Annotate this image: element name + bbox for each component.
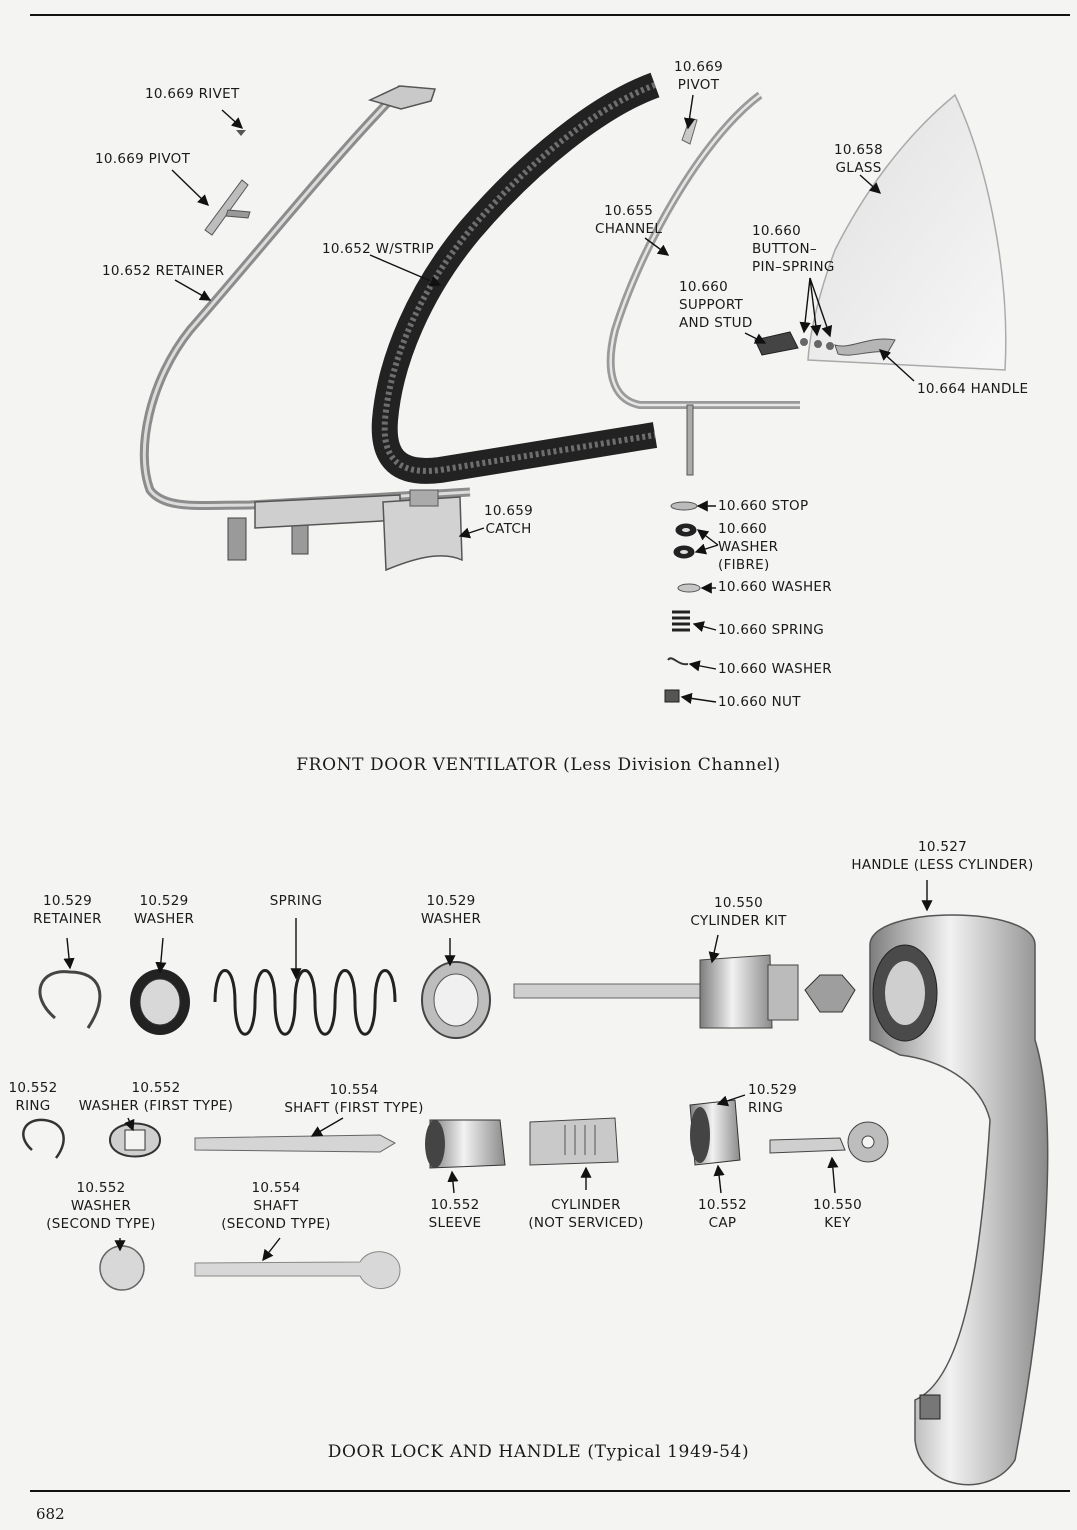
label-ring-552: 10.552 RING <box>8 1080 58 1114</box>
label-lock-spring: SPRING <box>269 893 323 909</box>
label-cap: 10.552 CAP <box>697 1197 748 1231</box>
label-washer-1: 10.660 WASHER <box>718 579 832 595</box>
label-ring-529: 10.529 RING <box>748 1082 798 1116</box>
label-handle: 10.664 HANDLE <box>917 381 1029 397</box>
label-retainer: 10.652 RETAINER <box>102 263 225 279</box>
label-pivot-left: 10.669 PIVOT <box>95 151 191 167</box>
ventilator-glass <box>808 95 1006 370</box>
label-shaft-second-type: 10.554 SHAFT (SECOND TYPE) <box>221 1180 331 1232</box>
label-washer-fibre: 10.660 WASHER (FIBRE) <box>718 521 779 573</box>
lock-cap <box>690 1100 740 1165</box>
label-spring: 10.660 SPRING <box>718 622 825 638</box>
ventilator-pivot-small <box>205 180 250 235</box>
ventilator-catch <box>383 490 462 570</box>
lock-cylinder-kit <box>514 955 855 1028</box>
lock-cylinder <box>530 1118 618 1165</box>
lock-washer-second-type <box>100 1246 144 1290</box>
label-shaft-first-type: 10.554 SHAFT (FIRST TYPE) <box>284 1082 424 1116</box>
label-lock-retainer: 10.529 RETAINER <box>33 893 102 927</box>
label-washer-first-type: 10.552 WASHER (FIRST TYPE) <box>78 1080 234 1114</box>
lock-shaft-first-type <box>195 1135 395 1152</box>
label-channel: 10.655 CHANNEL <box>595 203 663 237</box>
door-lock-caption-main: DOOR LOCK AND HANDLE <box>327 1442 582 1462</box>
label-cylinder: CYLINDER (NOT SERVICED) <box>528 1197 644 1231</box>
ventilator-rivet <box>236 130 246 136</box>
door-lock-caption <box>0 1442 1077 1462</box>
label-wstrip: 10.652 W/STRIP <box>322 241 434 257</box>
label-support-stud: 10.660 SUPPORT AND STUD <box>679 279 753 331</box>
lock-shaft-second-type <box>195 1252 400 1289</box>
label-catch: 10.659 CATCH <box>484 503 534 537</box>
label-nut: 10.660 NUT <box>718 694 801 710</box>
label-cylinder-kit: 10.550 CYLINDER KIT <box>690 895 787 929</box>
lock-key <box>770 1122 888 1162</box>
label-washer-second-type: 10.552 WASHER (SECOND TYPE) <box>46 1180 156 1232</box>
label-glass: 10.658 GLASS <box>834 142 884 176</box>
label-washer-2: 10.660 WASHER <box>718 661 832 677</box>
label-lock-washer-b: 10.529 WASHER <box>420 893 482 927</box>
lock-sleeve <box>425 1120 505 1168</box>
lock-washer-529-b <box>422 962 490 1038</box>
label-lock-washer-a: 10.529 WASHER <box>133 893 195 927</box>
label-stop: 10.660 STOP <box>718 498 809 514</box>
lock-washer-529-a <box>130 969 190 1035</box>
label-lock-handle: 10.527 HANDLE (LESS CYLINDER) <box>851 839 1034 873</box>
label-button-pin-spring: 10.660 BUTTON– PIN–SPRING <box>752 223 835 275</box>
lock-spring <box>215 971 395 1035</box>
label-key: 10.550 KEY <box>812 1197 863 1231</box>
lock-washer-first-type <box>110 1124 160 1157</box>
ventilator-stack-parts <box>665 502 700 702</box>
door-lock-caption-sub: (Typical 1949-54) <box>587 1442 750 1462</box>
ventilator-leaders <box>172 95 914 702</box>
lock-leaders <box>67 880 927 1260</box>
label-rivet: 10.669 RIVET <box>145 86 240 102</box>
lock-handle-body <box>870 915 1048 1485</box>
label-sleeve: 10.552 SLEEVE <box>428 1197 482 1231</box>
ventilator-caption-sub: (Less Division Channel) <box>563 755 781 775</box>
ventilator-caption <box>0 755 1077 775</box>
page-number: 682 <box>36 1505 65 1523</box>
lock-retainer-ring <box>40 972 100 1028</box>
label-pivot-top: 10.669 PIVOT <box>674 59 724 93</box>
ventilator-caption-main: FRONT DOOR VENTILATOR <box>296 755 558 775</box>
lock-ring-552 <box>23 1120 63 1158</box>
